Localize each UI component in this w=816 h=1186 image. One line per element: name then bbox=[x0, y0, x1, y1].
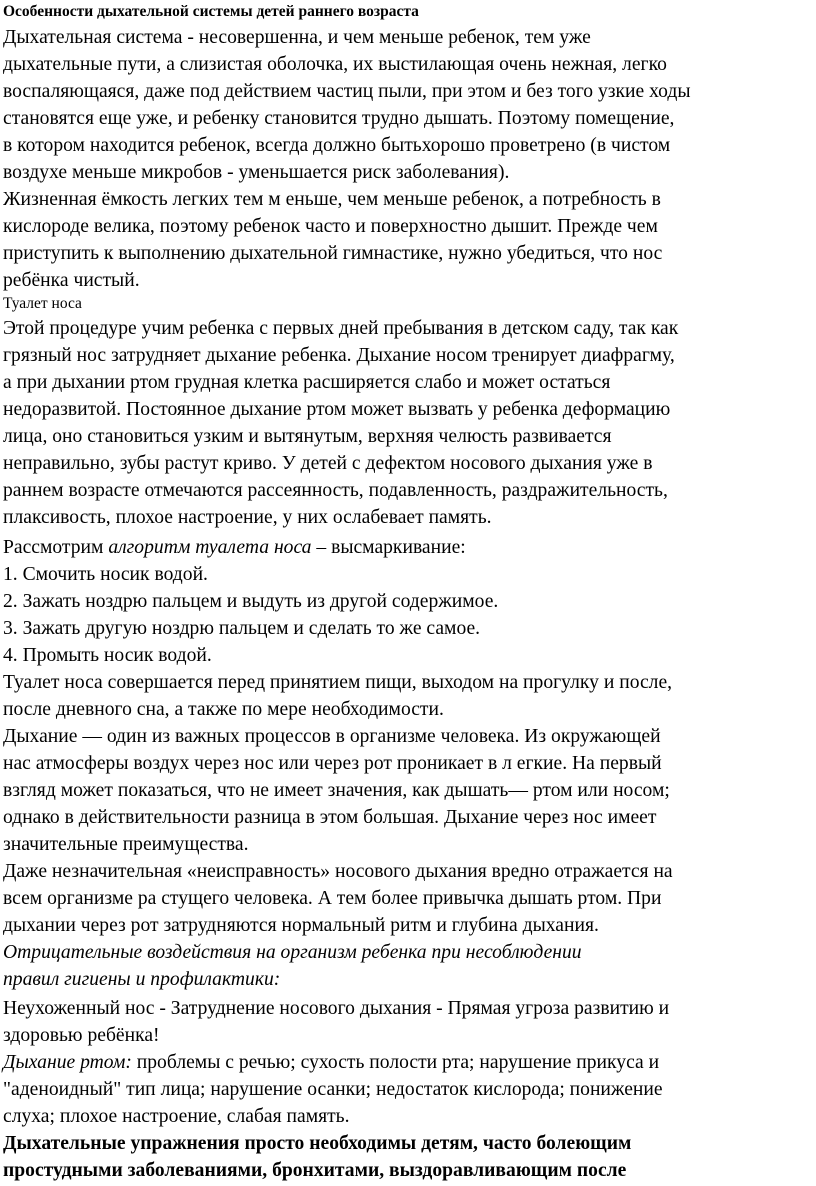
paragraph-line: Туалет носа совершается перед принятием пищи, выходом на прогулку и после, bbox=[3, 672, 673, 693]
paragraph-line-bold: Дыхательные упражнения просто необходимы детям, часто болеющим bbox=[3, 1133, 632, 1154]
paragraph-line: значительные преимущества. bbox=[3, 834, 249, 855]
paragraph-line: Дыхание — один из важных процессов в организме человека. Из окружающей bbox=[3, 726, 661, 747]
paragraph-line: взгляд может показаться, что не имеет значения, как дышать— ртом или носом; bbox=[3, 780, 670, 801]
paragraph-line: Даже незначительная «неисправность» носового дыхания вредно отражается на bbox=[3, 861, 673, 882]
paragraph-line: грязный нос затрудняет дыхание ребенка. Дыхание носом тренирует диафрагму, bbox=[3, 345, 675, 366]
paragraph-line: раннем возрасте отмечаются рассеянность, подавленность, раздражительность, bbox=[3, 480, 668, 501]
paragraph-line: однако в действительности разница в этом большая. Дыхание через нос имеет bbox=[3, 807, 657, 828]
paragraph-line: "аденоидный" тип лица; нарушение осанки; недостаток кислорода; понижение bbox=[3, 1079, 663, 1100]
section-subheading: Туалет носа bbox=[3, 295, 82, 312]
list-item: 4. Промыть носик водой. bbox=[3, 645, 212, 666]
paragraph-line: кислороде велика, поэтому ребенок часто и поверхностно дышит. Прежде чем bbox=[3, 216, 658, 237]
paragraph-line: плаксивость, плохое настроение, у них ослабевает память. bbox=[3, 507, 492, 528]
paragraph-line: а при дыхании ртом грудная клетка расширяется слабо и может остаться bbox=[3, 372, 611, 393]
algorithm-intro bbox=[3, 535, 466, 561]
list-item: 2. Зажать ноздрю пальцем и выдуть из другой содержимое. bbox=[3, 591, 499, 612]
paragraph-line: здоровью ребёнка! bbox=[3, 1025, 160, 1046]
paragraph-line: дыхании через рот затрудняются нормальный ритм и глубина дыхания. bbox=[3, 915, 599, 936]
negative-effects-heading: правил гигиены и профилактики: bbox=[3, 969, 281, 990]
list-item: 3. Зажать другую ноздрю пальцем и сделать то же самое. bbox=[3, 618, 481, 639]
paragraph-line: Неухоженный нос - Затруднение носового дыхания - Прямая угроза развитию и bbox=[3, 998, 670, 1019]
paragraph-line: воспаляющаяся, даже под действием частиц пыли, при этом и без того узкие ходы bbox=[3, 81, 691, 102]
paragraph-line: воздухе меньше микробов - уменьшается риск заболевания). bbox=[3, 162, 510, 183]
paragraph-line: всем организме ра стущего человека. А тем более привычка дышать ртом. При bbox=[3, 888, 662, 909]
mouth-breathing-text: проблемы с речью; сухость полости рта; нарушение прикуса и bbox=[131, 1052, 660, 1073]
paragraph-line: в котором находится ребенок, всегда должно бытьхорошо проветрено (в чистом bbox=[3, 135, 671, 156]
algorithm-lead: Рассмотрим bbox=[3, 537, 109, 558]
paragraph-line-bold: простудными заболеваниями, бронхитами, выздоравливающим после bbox=[3, 1160, 627, 1181]
paragraph-line: слуха; плохое настроение, слабая память. bbox=[3, 1106, 350, 1127]
negative-effects-heading: Отрицательные воздействия на организм ребенка при несоблюдении bbox=[3, 942, 582, 963]
paragraph-line: ребёнка чистый. bbox=[3, 270, 140, 291]
paragraph-line: нас атмосферы воздух через нос или через рот проникает в л егкие. На первый bbox=[3, 753, 662, 774]
algorithm-name: алгоритм туалета носа bbox=[108, 537, 312, 558]
paragraph-line: недоразвитой. Постоянное дыхание ртом может вызвать у ребенка деформацию bbox=[3, 399, 671, 420]
paragraph-line: приступить к выполнению дыхательной гимнастике, нужно убедиться, что нос bbox=[3, 243, 663, 264]
paragraph-line: Этой процедуре учим ребенка с первых дней пребывания в детском саду, так как bbox=[3, 318, 679, 339]
list-item: 1. Смочить носик водой. bbox=[3, 564, 208, 585]
paragraph-line: после дневного сна, а также по мере необходимости. bbox=[3, 699, 444, 720]
document-title: Особенности дыхательной системы детей раннего возраста bbox=[3, 3, 419, 20]
paragraph-line: дыхательные пути, а слизистая оболочка, их выстилающая очень нежная, легко bbox=[3, 54, 667, 75]
paragraph-line: неправильно, зубы растут криво. У детей с дефектом носового дыхания уже в bbox=[3, 453, 653, 474]
paragraph-line: лица, оно становиться узким и вытянутым, верхняя челюсть развивается bbox=[3, 426, 612, 447]
paragraph-line: Дыхательная система - несовершенна, и чем меньше ребенок, тем уже bbox=[3, 27, 591, 48]
algorithm-tail: – высмаркивание: bbox=[311, 537, 466, 558]
mouth-breathing-line bbox=[3, 1050, 659, 1076]
paragraph-line: Жизненная ёмкость легких тем м еньше, чем меньше ребенок, а потребность в bbox=[3, 189, 661, 210]
mouth-breathing-label: Дыхание ртом: bbox=[3, 1052, 132, 1073]
paragraph-line: становятся еще уже, и ребенку становится трудно дышать. Поэтому помещение, bbox=[3, 108, 675, 129]
